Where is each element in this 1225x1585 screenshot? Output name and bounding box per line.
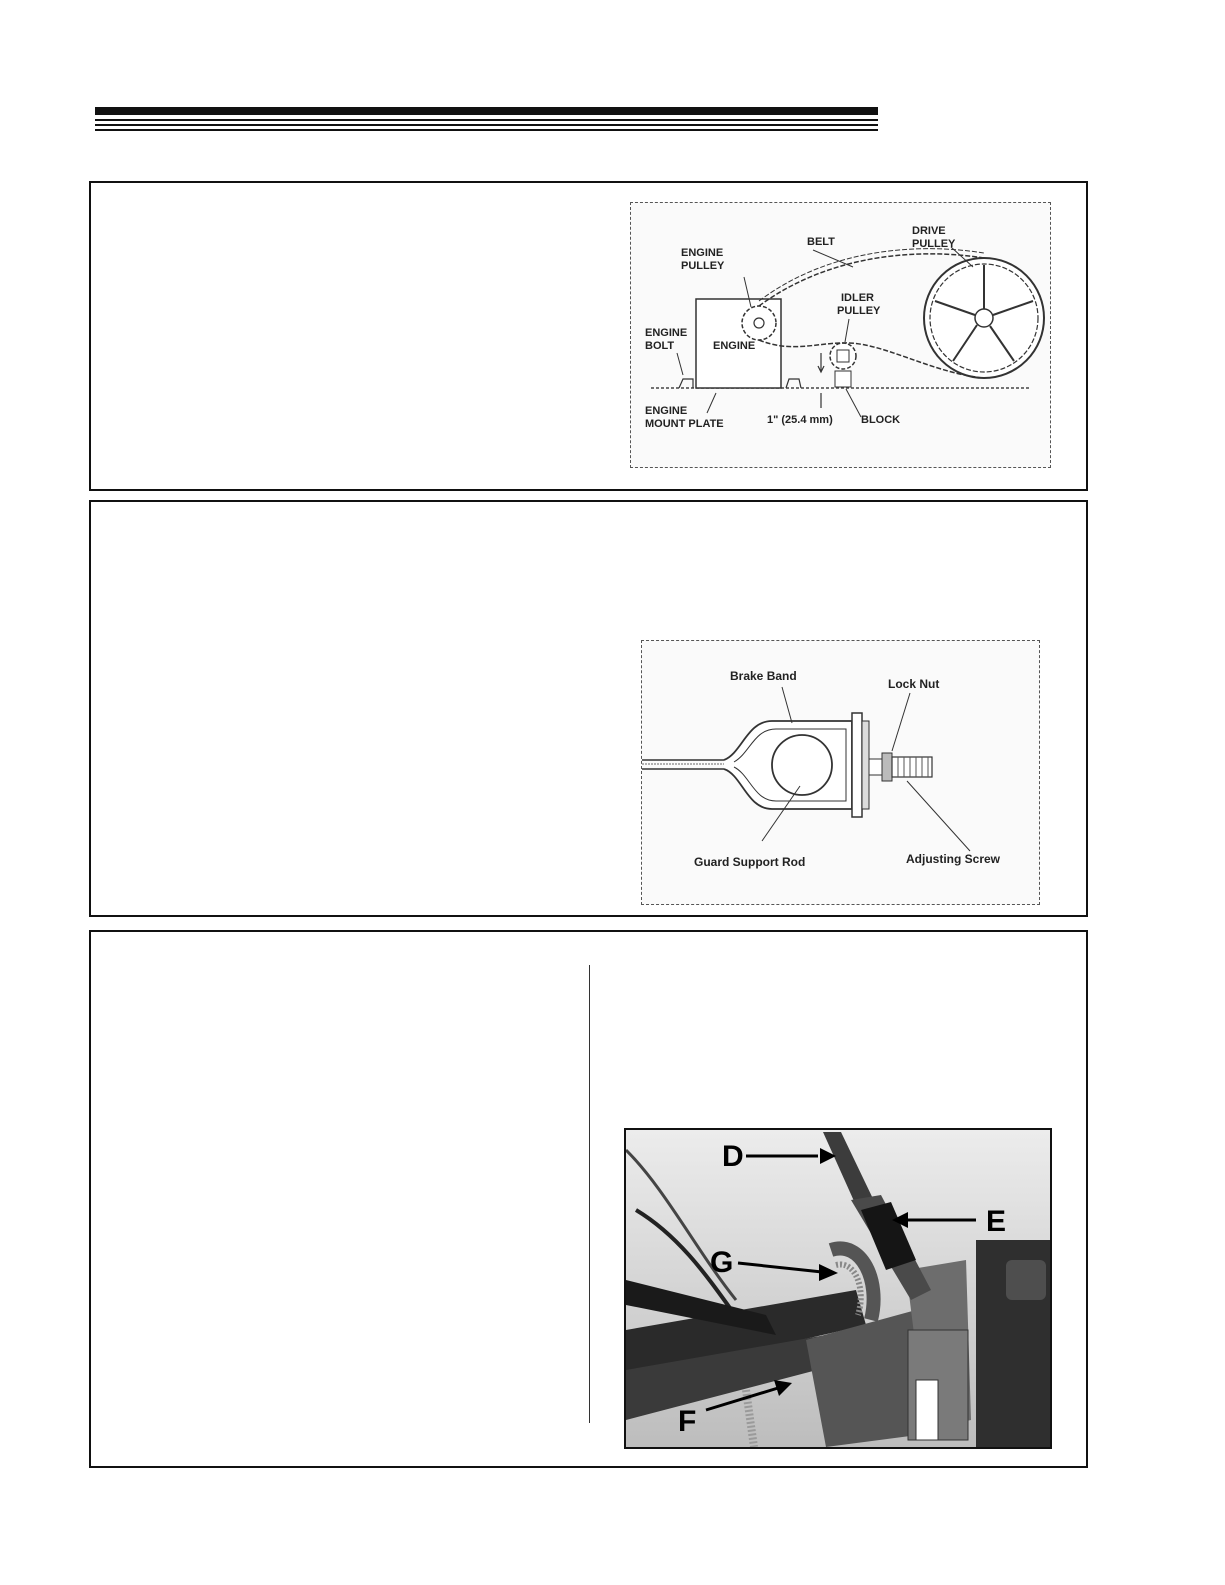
label-engine-bolt-1: ENGINE [645, 327, 688, 339]
label-idler-pulley-2: PULLEY [837, 305, 881, 317]
label-mount-plate-1: ENGINE [645, 405, 688, 417]
label-idler-pulley-1: IDLER [841, 292, 874, 304]
label-block: BLOCK [861, 414, 901, 426]
label-drive-pulley-1: DRIVE [912, 225, 946, 237]
label-guard-support-rod: Guard Support Rod [694, 855, 806, 869]
header-rule-thin-1 [95, 119, 878, 121]
callout-g: G [710, 1246, 734, 1279]
label-gap: 1" (25.4 mm) [767, 414, 833, 426]
label-belt: BELT [807, 236, 835, 248]
label-engine-pulley-2: PULLEY [681, 260, 725, 272]
header-rule-thick [95, 107, 878, 115]
label-engine-pulley-1: ENGINE [681, 247, 724, 259]
header-rule-thin-3 [95, 129, 878, 131]
belt-diagram [630, 202, 1051, 468]
label-adjusting-screw: Adjusting Screw [906, 852, 1001, 866]
handle-photo [624, 1128, 1052, 1449]
label-mount-plate-2: MOUNT PLATE [645, 418, 724, 430]
label-lock-nut: Lock Nut [888, 677, 940, 691]
callout-f: F [678, 1405, 697, 1438]
label-engine: ENGINE [713, 340, 756, 352]
column-divider [589, 965, 590, 1423]
label-brake-band: Brake Band [730, 669, 797, 683]
label-drive-pulley-2: PULLEY [912, 238, 956, 250]
callout-d: D [722, 1140, 744, 1173]
label-engine-bolt-2: BOLT [645, 340, 675, 352]
callout-e: E [986, 1205, 1007, 1238]
brake-diagram [641, 640, 1040, 905]
panel-belt-adjustment [89, 181, 1088, 491]
header-rule-thin-2 [95, 124, 878, 126]
panel-brake-adjustment [89, 500, 1088, 917]
